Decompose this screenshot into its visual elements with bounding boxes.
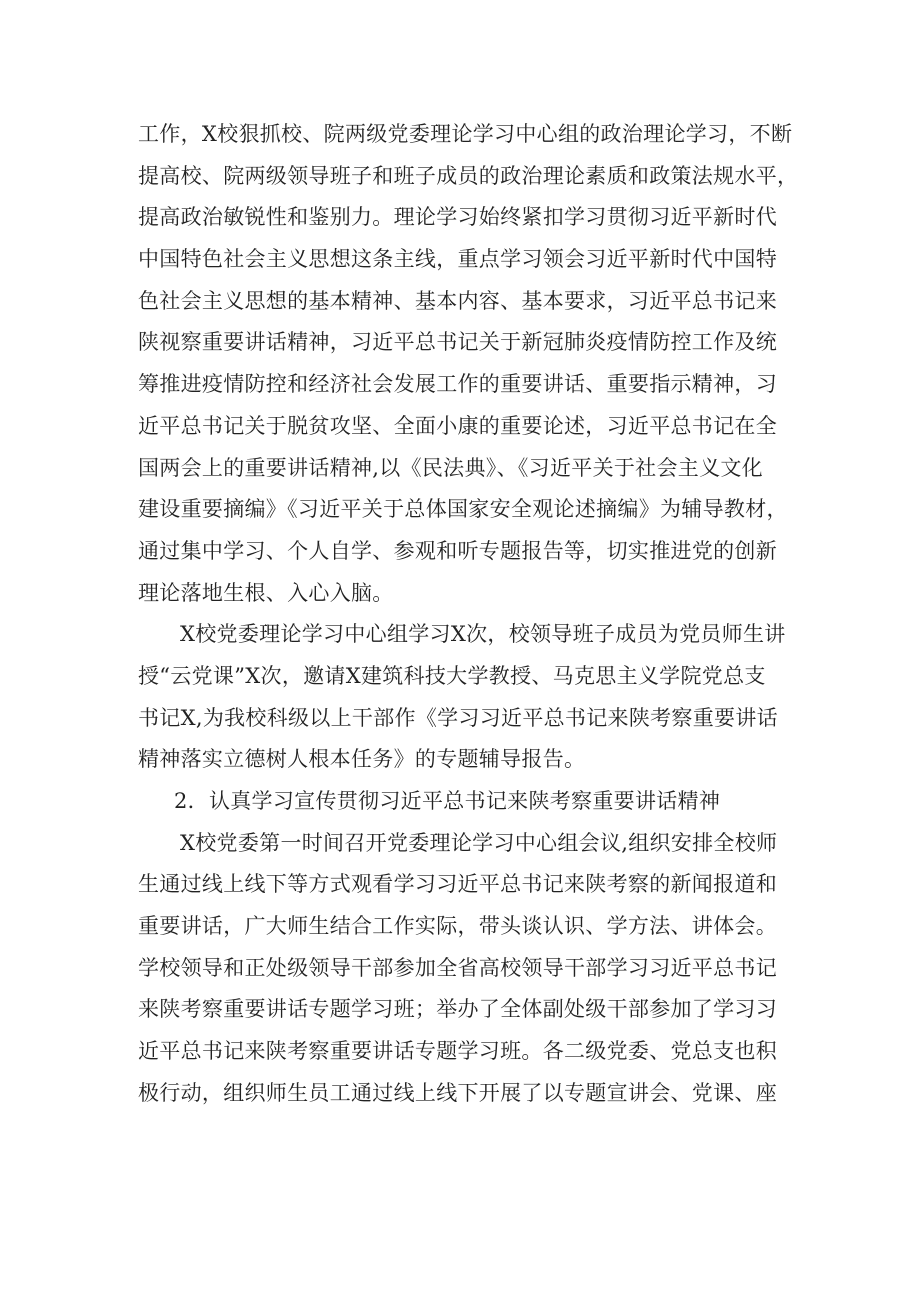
paragraph-line: 授“云党课”X次，邀请X建筑科技大学教授、马克思主义学院党总支 <box>138 663 766 688</box>
paragraph-line: X校党委第一时间召开党委理论学习中心组会议,组织安排全校师 <box>180 830 778 855</box>
paragraph-line: 理论落地生根、入心入脑。 <box>138 580 394 605</box>
paragraph-line: 精神落实立德树人根本任务》的专题辅导报告。 <box>138 747 586 772</box>
section-heading: 2．认真学习宣传贯彻习近平总书记来陕考察重要讲话精神 <box>174 789 721 813</box>
paragraph-line: 色社会主义思想的基本精神、基本内容、基本要求，习近平总书记来 <box>138 288 777 313</box>
paragraph-line: 建设重要摘编》《习近平关于总体国家安全观论述摘编》为辅导教材， <box>138 497 788 522</box>
paragraph-line: 极行动，组织师生员工通过线上线下开展了以专题宣讲会、党课、座 <box>138 1080 777 1105</box>
paragraph-line: 陕视察重要讲话精神，习近平总书记关于新冠肺炎疫情防控工作及统 <box>138 330 777 355</box>
paragraph-line: 来陕考察重要讲话专题学习班；举办了全体副处级干部参加了学习习 <box>138 997 777 1022</box>
paragraph-line: 筹推进疫情防控和经济社会发展工作的重要讲话、重要指示精神，习 <box>138 372 777 397</box>
paragraph-line: 工作，X校狠抓校、院两级党委理论学习中心组的政治理论学习，不断 <box>138 122 793 146</box>
paragraph-line: 重要讲话，广大师生结合工作实际，带头谈认识、学方法、讲体会。 <box>138 914 777 939</box>
paragraph-line: 生通过线上线下等方式观看学习习近平总书记来陕考察的新闻报道和 <box>138 872 777 897</box>
paragraph-line: 国两会上的重要讲话精神,以《民法典》、《习近平关于社会主义文化 <box>138 455 763 480</box>
paragraph-line: 提高校、院两级领导班子和班子成员的政治理论素质和政策法规水平， <box>138 163 799 188</box>
body-text <box>138 114 798 1115</box>
paragraph-line: 中国特色社会主义思想这条主线，重点学习领会习近平新时代中国特 <box>138 247 777 272</box>
paragraph-line: 提高政治敏锐性和鉴别力。理论学习始终紧扣学习贯彻习近平新时代 <box>138 205 777 230</box>
paragraph-line: X校党委理论学习中心组学习X次，校领导班子成员为党员师生讲 <box>180 622 786 647</box>
paragraph-line: 近平总书记来陕考察重要讲话专题学习班。各二级党委、党总支也积 <box>138 1039 777 1064</box>
paragraph-line: 近平总书记关于脱贫攻坚、全面小康的重要论述，习近平总书记在全 <box>138 413 777 438</box>
paragraph-line: 学校领导和正处级领导干部参加全省高校领导干部学习习近平总书记 <box>138 955 777 980</box>
paragraph-line: 书记X,为我校科级以上干部作《学习习近平总书记来陕考察重要讲话 <box>138 705 778 730</box>
paragraph-line: 通过集中学习、个人自学、参观和听专题报告等，切实推进党的创新 <box>138 538 777 563</box>
